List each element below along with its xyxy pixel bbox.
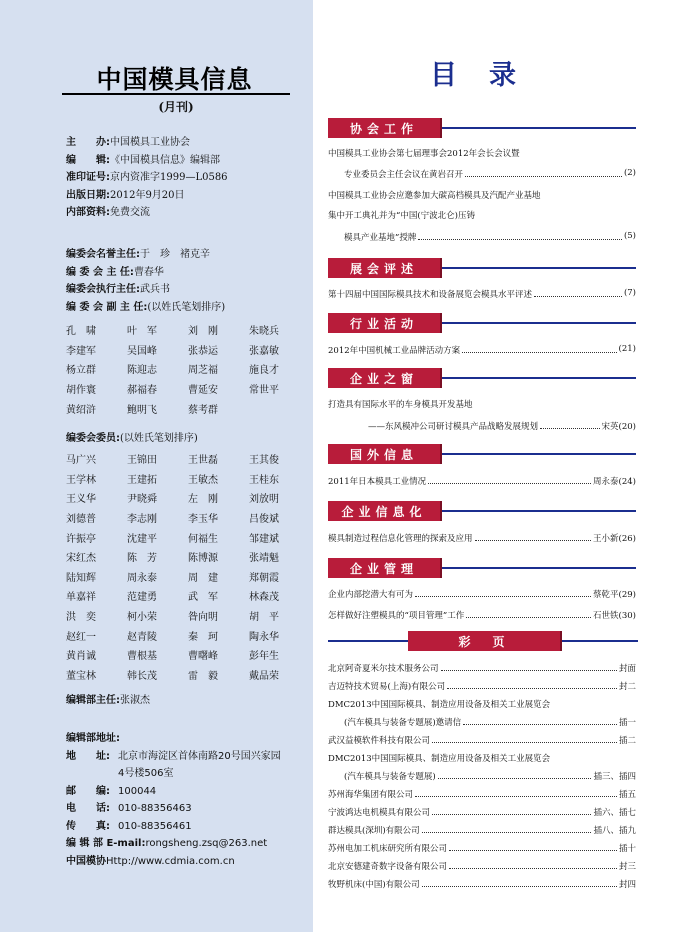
toc-entry[interactable]	[328, 878, 636, 890]
deputy-name: 曹延安	[188, 385, 218, 397]
section-tag: 协会工作	[328, 118, 440, 138]
toc-entry-title: 中国模具工业协会应邀参加大碳高档模具及汽配产业基地	[328, 191, 541, 201]
toc-entry-title: 专业委员会主任会议在黄岩召开	[344, 170, 464, 180]
deputy-name: 刘 刚	[188, 326, 218, 338]
section-header	[328, 368, 636, 388]
toc-entry-page: (2)	[623, 168, 636, 178]
toc-entry-page: 封三	[618, 862, 636, 872]
title-rule	[62, 93, 290, 95]
deputy-name: 张嘉敏	[249, 345, 279, 357]
deputy-name: 周芝福	[188, 365, 218, 377]
toc-entry[interactable]	[328, 680, 636, 692]
toc-leader-dots	[462, 344, 616, 353]
toc-leader-dots	[438, 770, 592, 779]
member-name: 周 建	[188, 572, 218, 584]
toc-entry[interactable]	[328, 842, 636, 854]
section-tag: 展会评述	[328, 258, 440, 278]
toc-leader-dots	[418, 231, 622, 240]
toc-leader-dots	[428, 475, 591, 484]
toc-entry[interactable]	[328, 662, 636, 674]
toc-entry[interactable]	[328, 698, 636, 710]
toc-entry-title: 武汉益模软件科技有限公司	[328, 736, 431, 746]
member-name: 王世磊	[188, 455, 218, 467]
member-name: 黄肖诚	[66, 651, 96, 663]
member-name: 张靖魁	[249, 553, 279, 565]
toc-entry-title: 吉迈特技术贸易(上海)有限公司	[328, 682, 446, 692]
toc-entry-title: 北京阿奇夏米尔技术服务公司	[328, 664, 439, 674]
member-name: 王学林	[66, 474, 96, 486]
toc-entry-title: 苏州电加工机床研究所有限公司	[328, 844, 448, 854]
toc-entry-title: 群达模具(深圳)有限公司	[328, 826, 420, 836]
member-name: 王其俊	[249, 455, 279, 467]
member-name: 沈建平	[127, 533, 157, 545]
section-tag: 企业信息化	[328, 501, 440, 521]
member-name: 陈 芳	[127, 553, 157, 565]
member-name: 董宝林	[66, 670, 96, 682]
member-name: 吕俊斌	[249, 514, 279, 526]
member-name: 曹根基	[127, 651, 157, 663]
toc-leader-dots	[534, 288, 622, 297]
member-name: 尹晓舜	[127, 494, 157, 506]
deputy-name: 李建军	[66, 345, 96, 357]
member-name: 马广兴	[66, 455, 96, 467]
member-row	[66, 508, 310, 528]
member-name: 柯小荣	[127, 612, 157, 624]
member-name: 洪 奕	[66, 612, 96, 624]
member-name: 韩长茂	[127, 670, 157, 682]
member-name: 许振亭	[66, 533, 96, 545]
toc-entry[interactable]	[328, 209, 636, 221]
member-name: 左 刚	[188, 494, 218, 506]
toc-leader-dots	[441, 662, 617, 671]
toc-entry[interactable]	[328, 532, 636, 544]
member-row	[66, 625, 310, 645]
toc-entry-title: (汽车模具与装备专题展)	[344, 772, 436, 782]
deputy-name: 吴国峰	[127, 345, 157, 357]
section-header	[328, 501, 636, 521]
member-name: 刘德普	[66, 514, 96, 526]
address-line-1: 北京市海淀区首体南路20号国兴家园	[118, 750, 281, 762]
member-name: 周永泰	[127, 572, 157, 584]
committee-deputy-label: 编 委 会 副 主 任:(以姓氏笔划排序)	[66, 301, 226, 313]
members-note: (以姓氏笔划排序)	[120, 433, 198, 444]
toc-leader-dots	[466, 609, 591, 618]
member-name: 戴品荣	[249, 670, 279, 682]
toc-leader-dots	[422, 878, 617, 887]
toc-entry[interactable]	[328, 147, 636, 159]
section-header	[328, 444, 636, 464]
address-line-2: 4号楼506室	[118, 768, 174, 779]
toc-entry-page: 封四	[618, 880, 636, 890]
toc-entry-page: 宋英(20)	[601, 422, 636, 432]
deputy-row	[66, 379, 310, 399]
chief-value: 张淑杰	[120, 695, 150, 706]
fax: 010-88356461	[118, 820, 192, 832]
member-row	[66, 645, 310, 665]
toc-entry-title: 集中开工典礼并为“中国(宁波北仑)压铸	[328, 211, 475, 221]
toc-entry-page: 周永泰(24)	[593, 477, 636, 487]
info-row-internal: 内部资料:免费交流	[66, 207, 150, 218]
member-name: 林森茂	[249, 592, 279, 604]
toc-entry[interactable]	[328, 288, 636, 300]
member-name: 彭年生	[249, 651, 279, 663]
member-name: 单嘉祥	[66, 592, 96, 604]
member-name: 邹建斌	[249, 533, 279, 545]
toc-entry-title: 怎样做好注塑模具的“项目管理”工作	[328, 611, 465, 621]
toc-entry-title: DMC2013中国国际模具、制造应用设备及相关工业展览会	[328, 700, 551, 710]
toc-entry-title: 第十四届中国国际模具技术和设备展览会模具水平评述	[328, 290, 533, 300]
toc-entry-page: 蔡乾平(29)	[593, 590, 636, 600]
toc-leader-dots	[432, 734, 617, 743]
member-name: 昝向明	[188, 612, 218, 624]
deputy-name: 叶 军	[127, 326, 157, 338]
section-tag: 企业管理	[328, 558, 440, 578]
deputy-name: 陈迎志	[127, 365, 157, 377]
toc-leader-dots	[475, 532, 592, 541]
toc-entry[interactable]	[368, 420, 636, 432]
committee-info	[66, 246, 225, 316]
deputy-row	[66, 398, 310, 418]
member-row	[66, 606, 310, 626]
toc-entry-page: 王小新(26)	[593, 534, 636, 544]
deputy-name: 黄绍浒	[66, 404, 96, 416]
toc-entry[interactable]	[328, 398, 636, 410]
toc-entry-page: 插八、插九	[593, 826, 636, 836]
postcode: 100044	[118, 785, 157, 797]
toc-entry-title: 北京安德建奇数字设备有限公司	[328, 862, 448, 872]
info-row-editor: 编 辑:《中国模具信息》编辑部	[66, 154, 220, 166]
toc-entry-page: (7)	[623, 288, 636, 298]
member-name: 赵红一	[66, 631, 96, 643]
publication-info	[66, 134, 228, 222]
toc-entry-page: 插三、插四	[593, 772, 636, 782]
toc-entry[interactable]	[328, 752, 636, 764]
address-title: 编辑部地址:	[66, 733, 120, 744]
section-tag: 彩 页	[408, 631, 560, 651]
member-name: 王义华	[66, 494, 96, 506]
toc-entry-title: 中国模具工业协会第七届理事会2012年会长会议暨	[328, 149, 520, 159]
toc-entry-page: (21)	[618, 344, 636, 354]
section-tag: 企业之窗	[328, 368, 440, 388]
section-header	[328, 313, 636, 333]
toc-entry-page: 插六、插七	[593, 808, 636, 818]
toc-entry-title: 打造具有国际水平的车身模具开发基地	[328, 400, 473, 410]
deputy-name: 鲍明飞	[127, 404, 157, 416]
member-name: 王建拓	[127, 474, 157, 486]
deputy-directors-list	[66, 320, 310, 418]
toc-entry-title: 宁波鸿达电机模具有限公司	[328, 808, 431, 818]
toc-leader-dots	[447, 680, 617, 689]
toc-entry[interactable]	[328, 189, 636, 201]
section-tag: 行业活动	[328, 313, 440, 333]
member-name: 陆知辉	[66, 572, 96, 584]
info-row-permit: 准印证号:京内资准字1999—L0586	[66, 172, 228, 183]
deputy-name: 施良才	[249, 365, 279, 377]
member-row	[66, 527, 310, 547]
toc-entry-page: 插二	[618, 736, 636, 746]
section-header	[328, 258, 636, 278]
member-name: 陈博源	[188, 553, 218, 565]
toc-leader-dots	[449, 842, 617, 851]
deputy-row	[66, 359, 310, 379]
committee-director: 编 委 会 主 任:曹春华	[66, 266, 164, 278]
toc-entry[interactable]	[328, 734, 636, 746]
member-name: 秦 珂	[188, 631, 218, 643]
deputy-row	[66, 320, 310, 340]
publication-frequency: (月刊)	[158, 100, 194, 114]
member-name: 赵青陵	[127, 631, 157, 643]
toc-leader-dots	[415, 588, 591, 597]
toc-entry[interactable]	[328, 344, 636, 356]
toc-leader-dots	[422, 824, 592, 833]
section-header	[328, 118, 636, 138]
toc-title: 目录	[430, 60, 548, 91]
committee-executive: 编委会执行主任:武兵书	[66, 284, 170, 295]
toc-entry-title: 2011年日本模具工业情况	[328, 477, 427, 487]
member-name: 陶永华	[249, 631, 279, 643]
member-name: 何福生	[188, 533, 218, 545]
phone: 010-88356463	[118, 803, 192, 814]
editorial-chief	[66, 692, 150, 710]
toc-entry-title: 苏州海华集团有限公司	[328, 790, 414, 800]
toc-entry[interactable]	[344, 770, 636, 782]
member-row	[66, 586, 310, 606]
toc-entry-title: 模具制造过程信息化管理的探索及应用	[328, 534, 473, 544]
toc-leader-dots	[449, 860, 617, 869]
member-name: 郑朝霞	[249, 572, 279, 584]
toc-leader-dots	[432, 806, 591, 815]
toc-leader-dots	[540, 420, 600, 429]
deputy-row	[66, 340, 310, 360]
toc-entry[interactable]	[328, 860, 636, 872]
website-link[interactable]: Http://www.cdmia.com.cn	[106, 855, 235, 867]
deputy-name: 杨立群	[66, 365, 96, 377]
section-header	[328, 558, 636, 578]
member-name: 刘放明	[249, 494, 279, 506]
info-row-date: 出版日期:2012年9月20日	[66, 189, 185, 201]
toc-entry-page: 插五	[618, 790, 636, 800]
toc-entry-title: 企业内部挖潜大有可为	[328, 590, 414, 600]
member-row	[66, 567, 310, 587]
toc-entry[interactable]	[344, 716, 636, 728]
member-name: 李志刚	[127, 514, 157, 526]
section-tag: 国外信息	[328, 444, 440, 464]
members-label: 编委会委员:	[66, 433, 120, 444]
member-name: 武 军	[188, 592, 218, 604]
member-name: 胡 平	[249, 612, 279, 624]
member-name: 李玉华	[188, 514, 218, 526]
committee-members-list	[66, 449, 310, 684]
chief-label: 编辑部主任:	[66, 695, 120, 706]
member-name: 王桂东	[249, 474, 279, 486]
member-name: 范建勇	[127, 592, 157, 604]
deputy-name: 孔 啸	[66, 326, 96, 338]
toc-entry-title: (汽车模具与装备专题展)邀请信	[344, 718, 462, 728]
member-name: 宋红杰	[66, 553, 96, 565]
member-row	[66, 469, 310, 489]
section-header	[328, 631, 638, 651]
deputy-name: 张恭运	[188, 345, 218, 357]
toc-entry-title: 牧野机床(中国)有限公司	[328, 880, 420, 890]
toc-entry-title: 2012年中国机械工业品牌活动方案	[328, 346, 461, 356]
toc-entry[interactable]	[328, 806, 636, 818]
toc-leader-dots	[415, 788, 617, 797]
deputy-name: 郝福春	[127, 385, 157, 397]
members-heading	[66, 430, 198, 448]
member-name: 王锦田	[127, 455, 157, 467]
toc-leader-dots	[465, 168, 622, 177]
deputy-name: 常世平	[249, 385, 279, 397]
deputy-name: 蔡考群	[188, 404, 218, 416]
member-name: 雷 毅	[188, 670, 218, 682]
toc-entry-title: DMC2013中国国际模具、制造应用设备及相关工业展览会	[328, 754, 551, 764]
member-row	[66, 547, 310, 567]
toc-entry-page: 封面	[618, 664, 636, 674]
toc-entry-page: 封二	[618, 682, 636, 692]
committee-honorary: 编委会名誉主任:于 珍 褚克辛	[66, 249, 210, 260]
toc-entry-title: 模具产业基地”授牌	[344, 233, 417, 243]
toc-entry[interactable]	[328, 588, 636, 600]
member-name: 曹曙峰	[188, 651, 218, 663]
toc-entry[interactable]	[328, 788, 636, 800]
toc-entry[interactable]	[344, 231, 636, 243]
info-row-sponsor: 主 办:中国模具工业协会	[66, 137, 190, 148]
member-row	[66, 488, 310, 508]
deputy-name: 朱晓兵	[249, 326, 279, 338]
toc-entry-title: ——东风模冲公司研讨模具产品战略发展规划	[368, 422, 539, 432]
toc-entry-page: 插一	[618, 718, 636, 728]
publication-title: 中国模具信息	[96, 65, 253, 94]
toc-entry-page: 插十	[618, 844, 636, 854]
deputy-name: 胡作寰	[66, 385, 96, 397]
toc-entry[interactable]	[328, 824, 636, 836]
member-row	[66, 449, 310, 469]
toc-entry[interactable]	[328, 609, 636, 621]
member-name: 王敏杰	[188, 474, 218, 486]
toc-leader-dots	[463, 716, 617, 725]
toc-entry[interactable]	[328, 475, 636, 487]
email-link[interactable]: rongsheng.zsq@263.net	[145, 838, 268, 849]
toc-entry-page: 石世铁(30)	[593, 611, 636, 621]
toc-entry[interactable]	[344, 168, 636, 180]
editorial-address: 编辑部地址: 地 址: 北京市海淀区首体南路20号国兴家园 4号楼506室 邮 编: 100044 电 话: 010-88356463 传 真: 010-88356461 编 辑 部 E-mail:rongsheng.zsq@263.net 中国模协Http://www.cdmia.com.cn	[66, 730, 281, 870]
member-row	[66, 665, 310, 685]
toc-entry-page: (5)	[623, 231, 636, 241]
